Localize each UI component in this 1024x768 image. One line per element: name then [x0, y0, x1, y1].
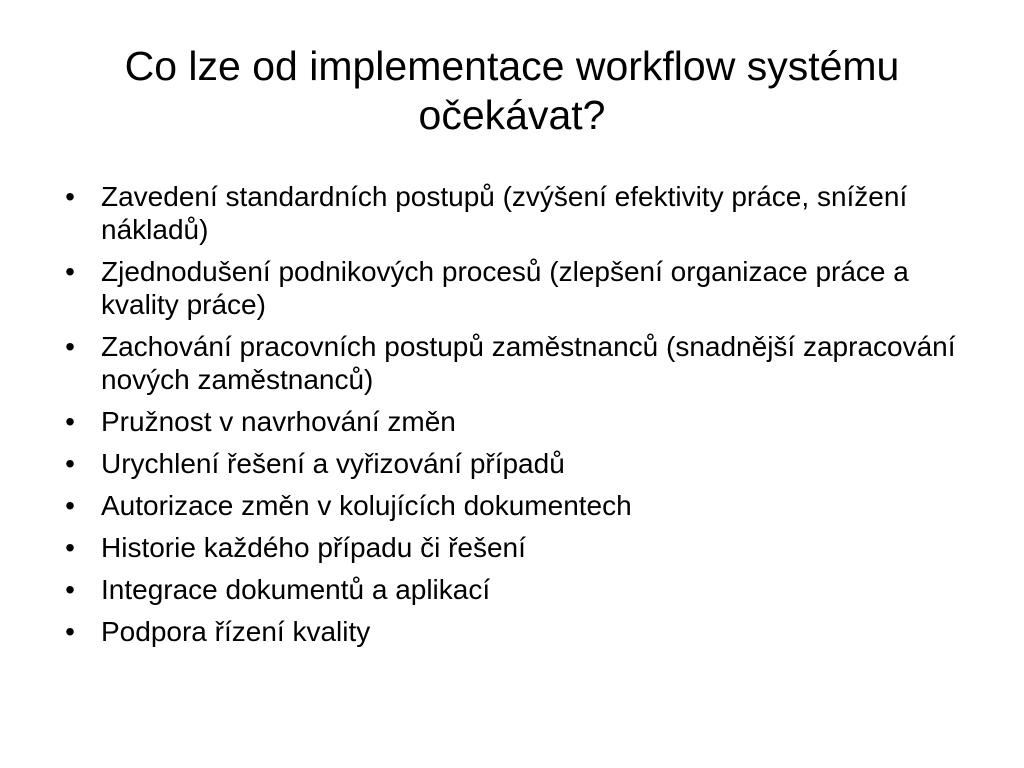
- bullet-text: Historie každého případu či řešení: [101, 532, 526, 563]
- bullet-text: Zachování pracovních postupů zaměstnanců (snadnější zapracování nových zaměstnanců): [101, 331, 956, 395]
- bullet-item: [60, 489, 980, 522]
- bullet-item: [60, 330, 980, 396]
- bullet-icon: •: [65, 181, 75, 212]
- bullet-text: Pružnost v navrhování změn: [101, 406, 456, 437]
- bullet-icon: •: [65, 490, 75, 521]
- bullet-text: Urychlení řešení a vyřizování případů: [101, 448, 565, 479]
- bullet-icon: •: [65, 574, 75, 605]
- bullet-item: [60, 615, 980, 648]
- bullet-text: Integrace dokumentů a aplikací: [101, 574, 491, 605]
- bullet-text: Zavedení standardních postupů (zvýšení efektivity práce, snížení nákladů): [101, 181, 908, 245]
- bullet-item: [60, 531, 980, 564]
- bullet-item: [60, 180, 980, 246]
- bullet-icon: •: [65, 256, 75, 287]
- bullet-item: [60, 255, 980, 321]
- bullet-text: Podpora řízení kvality: [101, 616, 371, 647]
- bullet-text: Autorizace změn v kolujících dokumentech: [101, 490, 632, 521]
- slide-title: Co lze od implementace workflow systému očekávat?: [124, 43, 900, 138]
- bullet-item: [60, 573, 980, 606]
- bullet-item: [60, 447, 980, 480]
- bullet-icon: •: [65, 616, 75, 647]
- bullet-text: Zjednodušení podnikových procesů (zlepšení organizace práce a kvality práce): [101, 256, 909, 320]
- bullet-list: [60, 180, 980, 657]
- bullet-icon: •: [65, 532, 75, 563]
- bullet-icon: •: [65, 448, 75, 479]
- bullet-icon: •: [65, 331, 75, 362]
- bullet-item: [60, 405, 980, 438]
- bullet-icon: •: [65, 406, 75, 437]
